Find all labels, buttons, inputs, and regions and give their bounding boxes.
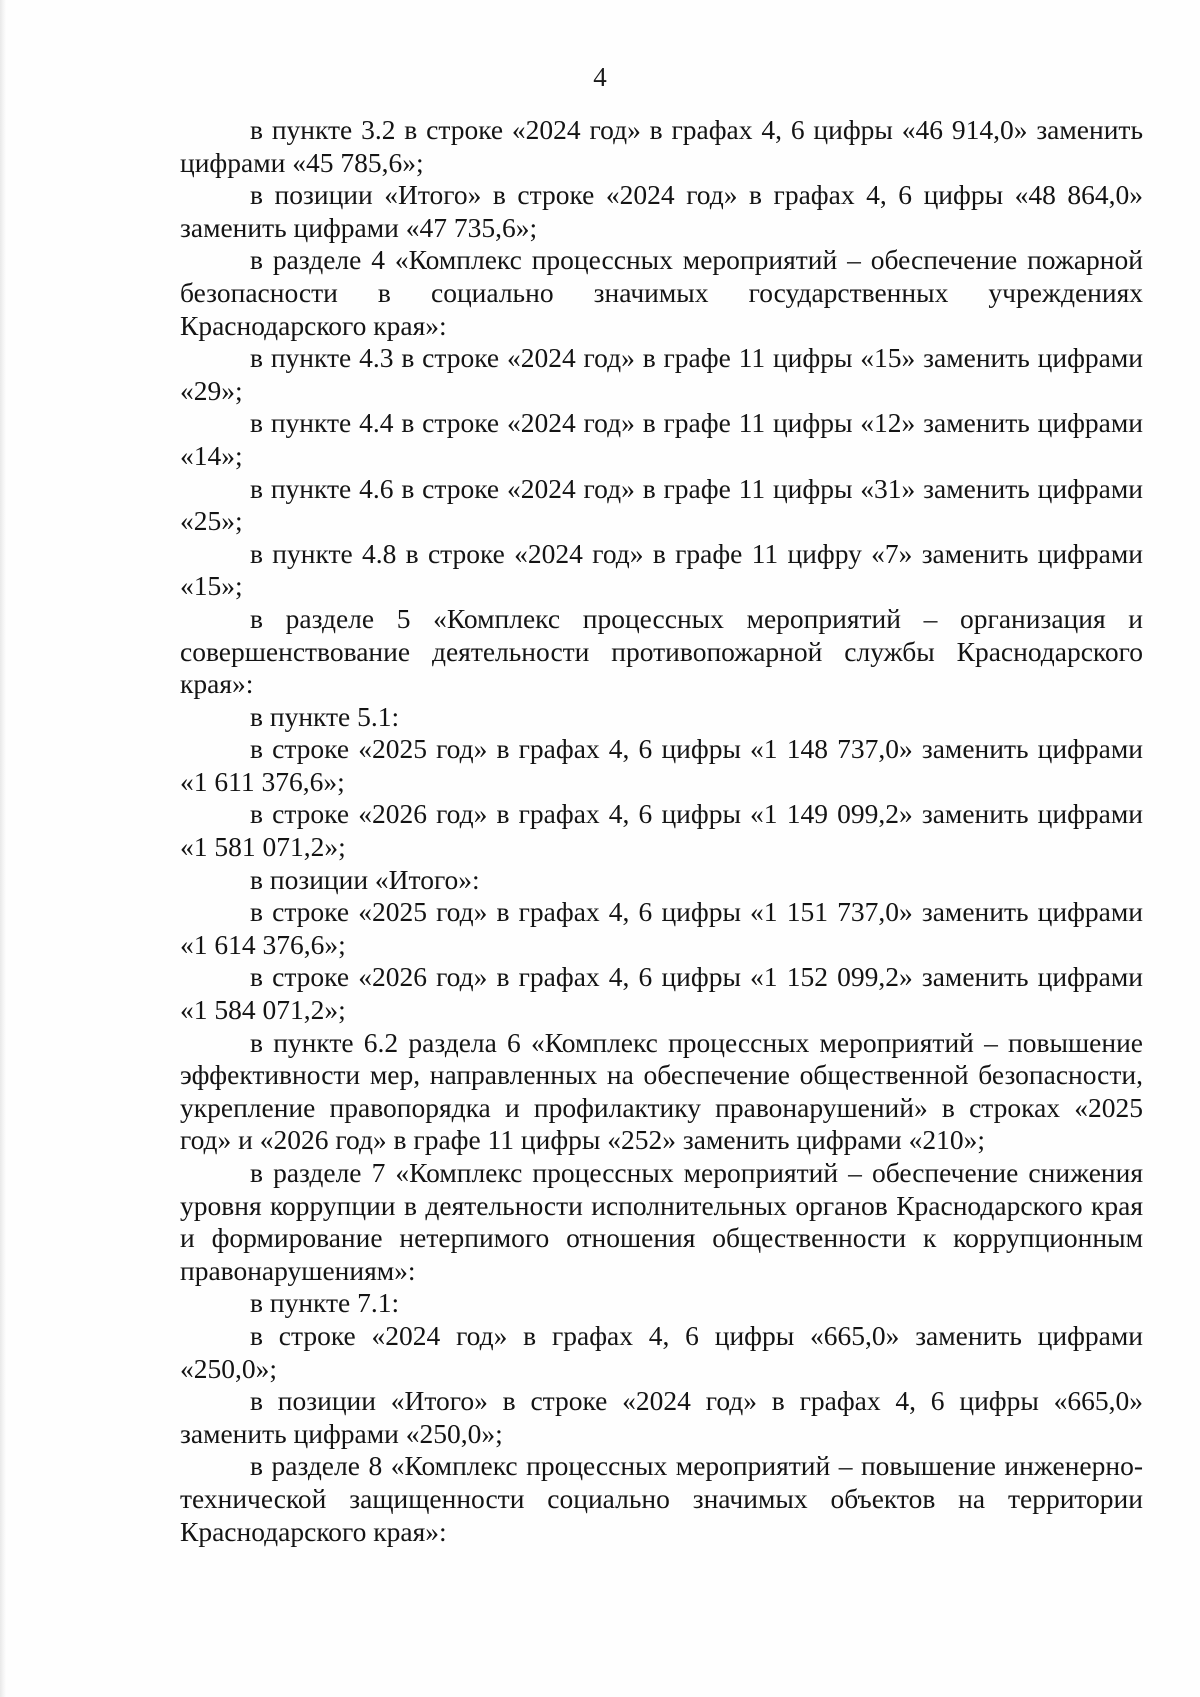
paragraph: в разделе 7 «Комплекс процессных мероприятий – обеспечение снижения уровня коррупции в деятельности исполнительных органов Краснодарского края и формирование нетерпимого отношения общественности к коррупционным правонарушениям»: bbox=[180, 1157, 1143, 1286]
paragraph: в разделе 4 «Комплекс процессных мероприятий – обеспечение пожарной безопасности в социально значимых государственных учреждениях Краснодарского края»: bbox=[180, 244, 1143, 341]
paragraph: в пункте 6.2 раздела 6 «Комплекс процессных мероприятий – повышение эффективности мер, направленных на обеспечение общественной безопасности, укрепление правопорядка и профилактику правонарушений» в строках «2025 год» и «2026 год» в графе 11 цифры «252» заменить цифрами «210»; bbox=[180, 1026, 1143, 1156]
document-body bbox=[180, 114, 1143, 1548]
paragraph: в строке «2026 год» в графах 4, 6 цифры «1 152 099,2» заменить цифрами «1 584 071,2»; bbox=[180, 961, 1143, 1026]
paragraph: в позиции «Итого» в строке «2024 год» в графах 4, 6 цифры «48 864,0» заменить цифрами «47 735,6»; bbox=[180, 179, 1143, 243]
paragraph: в разделе 8 «Комплекс процессных мероприятий – повышение инженерно-технической защищенности социально значимых объектов на территории Краснодарского края»: bbox=[180, 1450, 1143, 1547]
paragraph: в строке «2026 год» в графах 4, 6 цифры «1 149 099,2» заменить цифрами «1 581 071,2»; bbox=[180, 798, 1143, 863]
paragraph: в пункте 3.2 в строке «2024 год» в графах 4, 6 цифры «46 914,0» заменить цифрами «45 785,6»; bbox=[180, 114, 1143, 178]
paragraph: в пункте 4.8 в строке «2024 год» в графе 11 цифру «7» заменить цифрами «15»; bbox=[180, 537, 1143, 602]
paragraph: в пункте 4.6 в строке «2024 год» в графе 11 цифры «31» заменить цифрами «25»; bbox=[180, 472, 1143, 537]
page-number: 4 bbox=[593, 62, 607, 92]
paragraph: в строке «2024 год» в графах 4, 6 цифры «665,0» заменить цифрами «250,0»; bbox=[180, 1319, 1143, 1384]
scan-edge-shadow bbox=[0, 0, 6, 1697]
paragraph: в позиции «Итого»: bbox=[250, 863, 480, 895]
paragraph: в пункте 5.1: bbox=[250, 700, 400, 732]
paragraph: в строке «2025 год» в графах 4, 6 цифры «1 148 737,0» заменить цифрами «1 611 376,6»; bbox=[180, 733, 1143, 797]
paragraph: в позиции «Итого» в строке «2024 год» в графах 4, 6 цифры «665,0» заменить цифрами «250,0»; bbox=[180, 1385, 1143, 1449]
paragraph: в пункте 4.3 в строке «2024 год» в графе 11 цифры «15» заменить цифрами «29»; bbox=[180, 342, 1143, 406]
paragraph: в пункте 7.1: bbox=[250, 1287, 400, 1319]
paragraph: в разделе 5 «Комплекс процессных мероприятий – организация и совершенствование деятельности противопожарной службы Краснодарского края»: bbox=[180, 602, 1143, 700]
paragraph: в строке «2025 год» в графах 4, 6 цифры «1 151 737,0» заменить цифрами «1 614 376,6»; bbox=[180, 896, 1143, 960]
paragraph: в пункте 4.4 в строке «2024 год» в графе 11 цифры «12» заменить цифрами «14»; bbox=[180, 407, 1143, 471]
